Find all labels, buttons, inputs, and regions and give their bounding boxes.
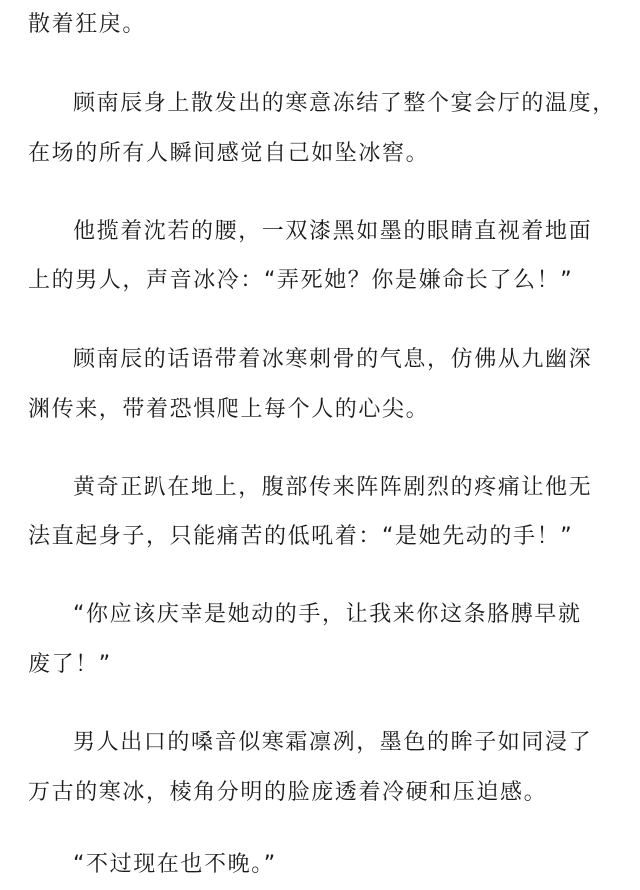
text-line: 渊传来，带着恐惧爬上每个人的心尖。 bbox=[28, 397, 430, 422]
text-line: 顾南辰身上散发出的寒意冻结了整个宴会厅的温度， bbox=[73, 91, 616, 116]
text-line: 顾南辰的话语带着冰寒刺骨的气息，仿佛从九幽深 bbox=[73, 347, 593, 372]
text-line: 在场的所有人瞬间感觉自己如坠冰窖。 bbox=[28, 141, 430, 166]
text-line: 他揽着沈若的腰，一双漆黑如墨的眼睛直视着地面 bbox=[73, 219, 593, 244]
text-line: 废了！” bbox=[28, 652, 112, 677]
text-line: 法直起身子，只能痛苦的低吼着：“是她先动的手！” bbox=[28, 524, 574, 549]
text-line: 上的男人，声音冰冷：“弄死她？你是嫌命长了么！” bbox=[28, 268, 574, 293]
text-line: “你应该庆幸是她动的手，让我来你这条胳膊早就 bbox=[73, 602, 582, 627]
text-line: “不过现在也不晚。” bbox=[73, 852, 277, 877]
text-line: 黄奇正趴在地上，腹部传来阵阵剧烈的疼痛让他无 bbox=[73, 475, 593, 500]
text-line: 男人出口的嗓音似寒霜凛冽，墨色的眸子如同浸了 bbox=[73, 730, 593, 755]
text-line: 散着狂戾。 bbox=[28, 12, 147, 37]
text-line: 万古的寒冰，棱角分明的脸庞透着冷硬和压迫感。 bbox=[28, 780, 548, 805]
